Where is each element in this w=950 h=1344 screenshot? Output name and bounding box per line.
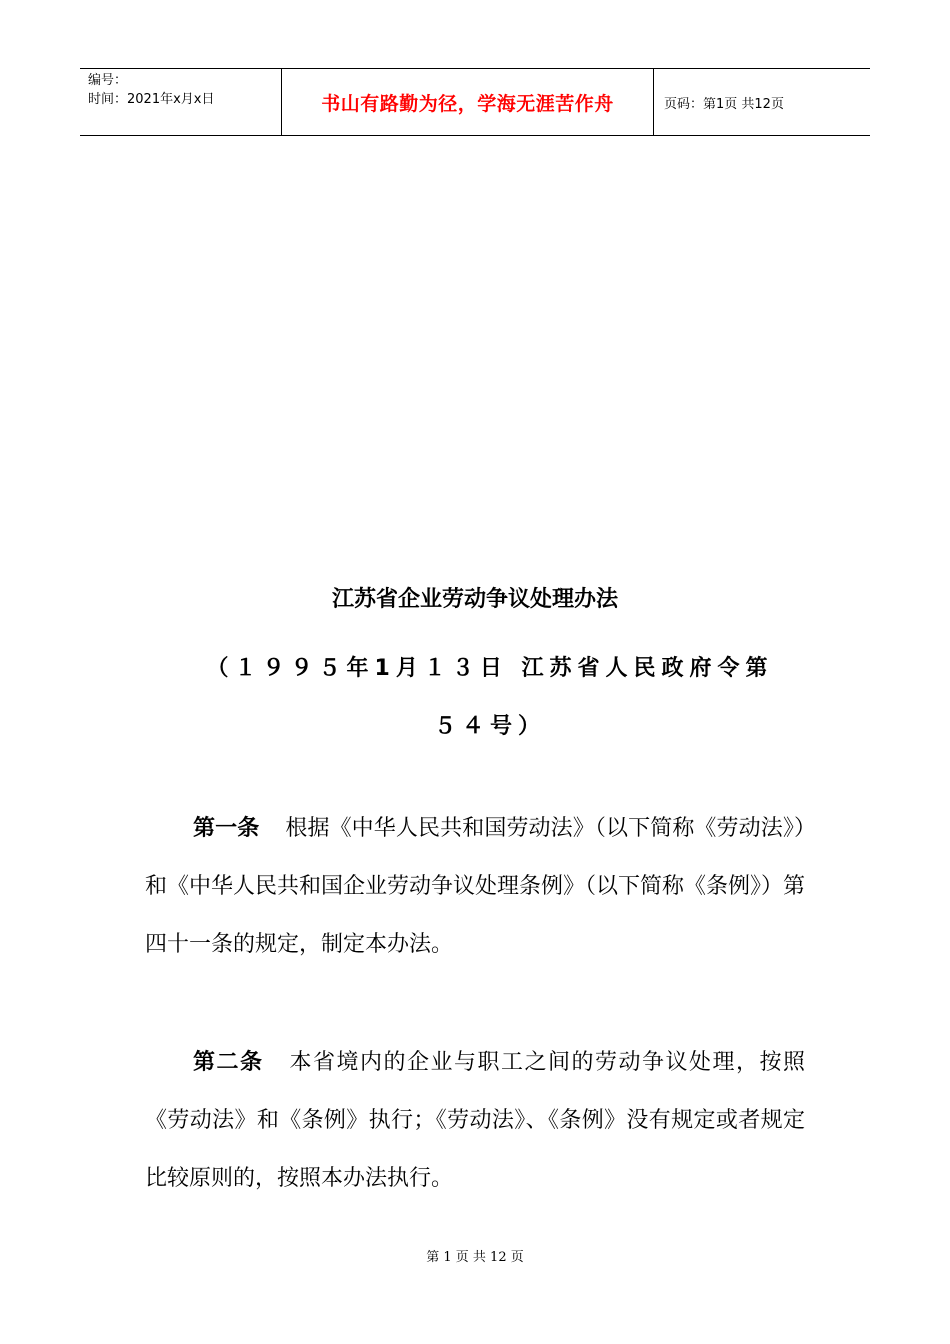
header-page-cell xyxy=(654,69,870,135)
motto-text: 书山有路勤为径，学海无涯苦作舟 xyxy=(321,92,614,115)
date-line: 时间：2021年x月x日 xyxy=(88,92,215,107)
page-footer: 第 1 页 共 12 页 xyxy=(426,1250,524,1265)
article-2-label: 第二条 xyxy=(193,1050,264,1075)
article-2-text: 本省境内的企业与职工之间的劳动争议处理，按照《劳动法》和《条例》执行；《劳动法》、《条例》没有规定或者规定比较原则的，按照本办法执行。 xyxy=(145,1050,805,1191)
header-motto-cell xyxy=(282,69,654,135)
article-1-label: 第一条 xyxy=(193,816,260,841)
article-1 xyxy=(145,800,805,974)
page-header xyxy=(80,68,870,136)
document-subtitle: （１９９５年1月１３日 江苏省人民政府令第５４号） xyxy=(206,656,774,739)
article-2 xyxy=(145,1034,805,1208)
page-info: 页码：第1页 共12页 xyxy=(664,96,784,112)
document-title: 江苏省企业劳动争议处理办法 xyxy=(331,587,618,612)
article-1-text: 根据《中华人民共和国劳动法》（以下简称《劳动法》）和《中华人民共和国企业劳动争议处理条例》（以下简称《条例》）第四十一条的规定，制定本办法。 xyxy=(145,816,806,957)
header-meta-cell xyxy=(80,69,282,135)
doc-number-label: 编号： xyxy=(88,73,128,88)
